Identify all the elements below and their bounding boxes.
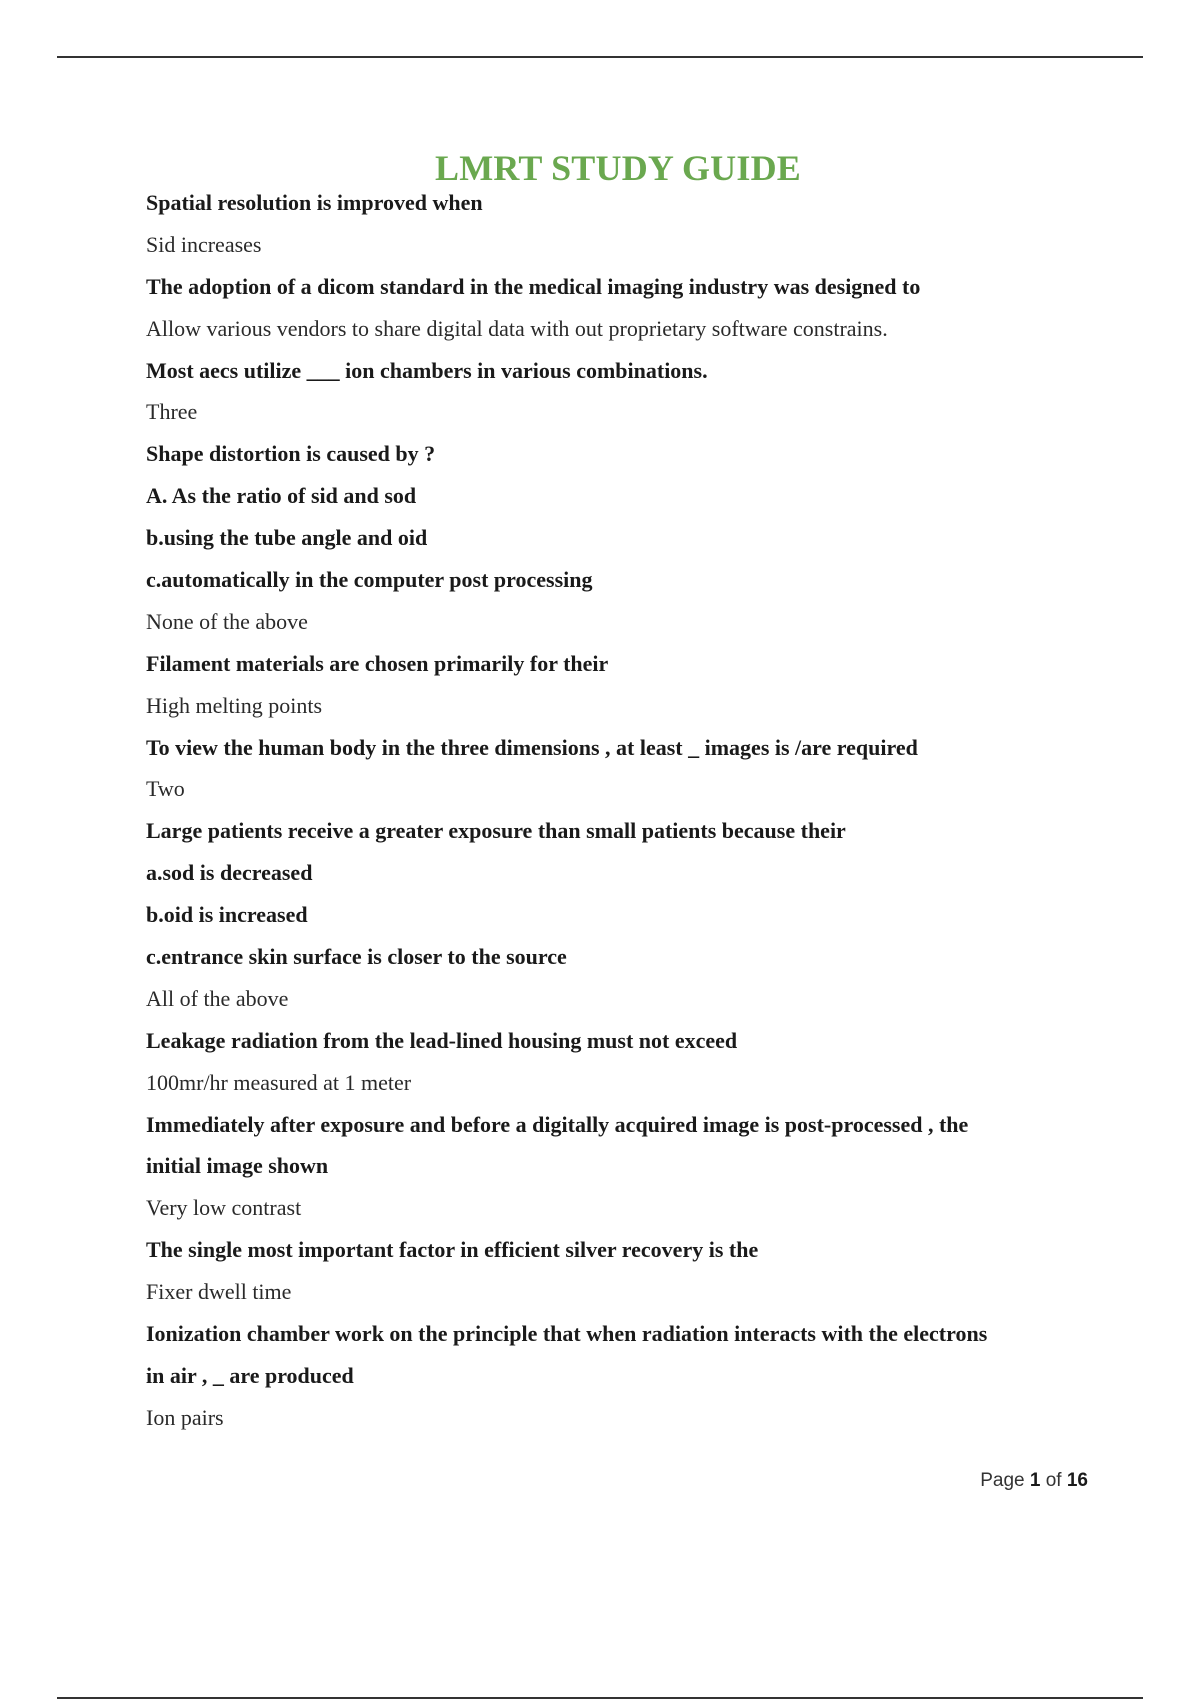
answer-line: Very low contrast [146,1195,302,1221]
answer-line: High melting points [146,692,322,718]
study-guide-content [146,182,1096,1439]
answer-line: Fixer dwell time [146,1279,292,1305]
answer-line: Three [146,399,198,425]
question-line: b.oid is increased [146,902,308,928]
question-line: Filament materials are chosen primarily for their [146,650,609,676]
total-pages-number: 16 [1066,1470,1088,1491]
page-label: Page [980,1470,1025,1491]
answer-line: None of the above [146,608,308,634]
answer-line: Allow various vendors to share digital data with out proprietary software constrains. [146,315,888,341]
question-line: a.sod is decreased [146,860,313,886]
question-line: Leakage radiation from the lead-lined housing must not exceed [146,1027,738,1053]
of-label: of [1045,1470,1062,1491]
question-line: Most aecs utilize ___ ion chambers in various combinations. [146,357,708,383]
answer-line: 100mr/hr measured at 1 meter [146,1069,412,1095]
question-line: The single most important factor in efficient silver recovery is the [146,1237,759,1263]
page-footer [980,1470,1088,1492]
question-line: The adoption of a dicom standard in the medical imaging industry was designed to [146,273,921,299]
answer-line: Ion pairs [146,1404,224,1430]
answer-line: Sid increases [146,231,262,257]
question-line: c.automatically in the computer post processing [146,567,593,593]
top-rule [57,56,1143,58]
answer-line: All of the above [146,985,289,1011]
question-line: c.entrance skin surface is closer to the source [146,944,567,970]
question-line: b.using the tube angle and oid [146,525,428,551]
question-line: initial image shown [146,1153,329,1179]
question-line: A. As the ratio of sid and sod [146,483,417,509]
document-title: LMRT STUDY GUIDE [435,148,801,188]
question-line: in air , _ are produced [146,1362,354,1388]
question-line: Shape distortion is caused by ? [146,441,436,467]
question-line: Ionization chamber work on the principle that when radiation interacts with the electrons [146,1321,988,1347]
question-line: Large patients receive a greater exposure than small patients because their [146,818,846,844]
current-page-number: 1 [1029,1470,1041,1491]
question-line: To view the human body in the three dimensions , at least _ images is /are required [146,734,918,760]
question-line: Immediately after exposure and before a digitally acquired image is post-processed , the [146,1111,969,1137]
question-line: Spatial resolution is improved when [146,190,483,215]
bottom-rule [57,1697,1143,1699]
answer-line: Two [146,776,185,802]
